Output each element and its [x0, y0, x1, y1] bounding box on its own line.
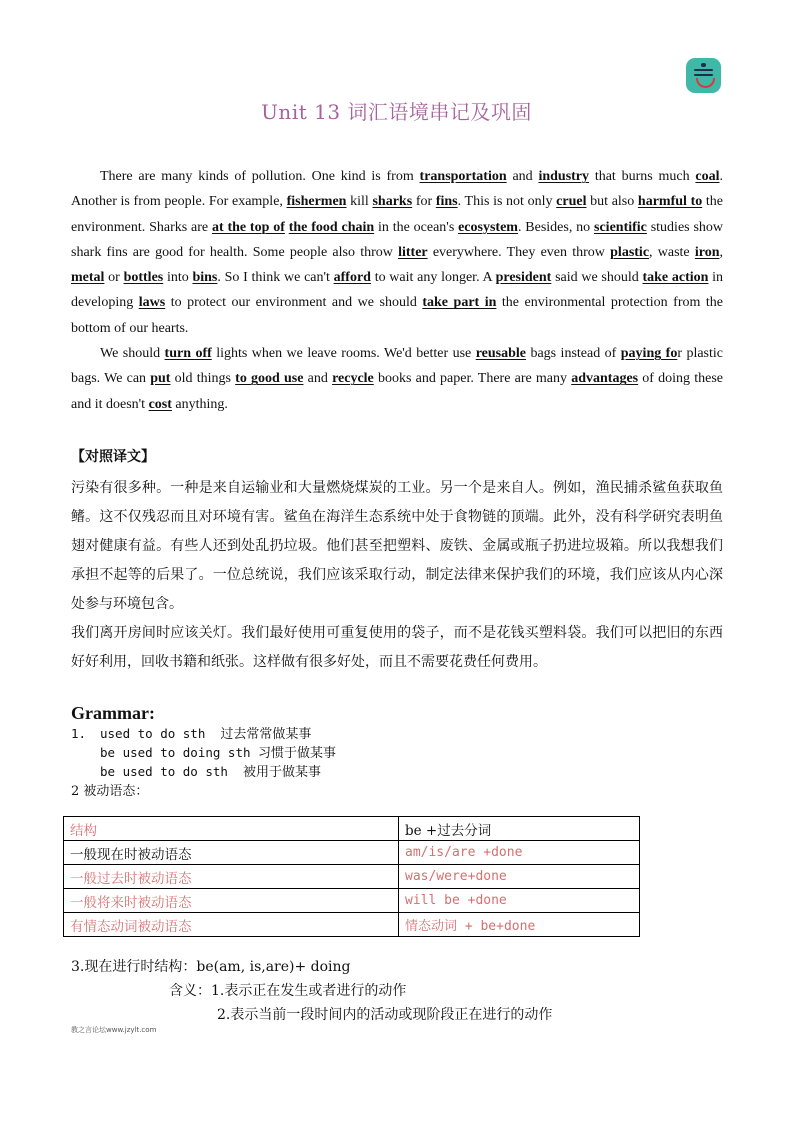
vocab-word: litter	[398, 244, 428, 260]
vocab-word: coal	[695, 169, 720, 184]
passage-text: the environment. Sharks are	[71, 194, 723, 235]
grammar-item-3: 3.现在进行时结构：be(am, is,are)+ doing	[71, 959, 351, 975]
used-to-line-1: used to do sth 过去常常做某事	[100, 726, 312, 742]
vocab-word: industry	[538, 169, 590, 184]
vocab-word: afford	[333, 270, 371, 286]
book-smile-logo-icon	[686, 58, 721, 93]
vocab-word: harmful to	[637, 194, 703, 210]
vocab-word: paying fo	[620, 346, 678, 362]
vocab-word: iron	[694, 244, 720, 260]
passage-text: but also	[586, 194, 638, 210]
vocab-word: laws	[138, 295, 166, 311]
vocab-word: the food chain	[288, 219, 375, 235]
passage-text: for	[412, 194, 436, 210]
meaning-line-2: 2.表示当前一段时间内的活动或现阶段正在进行的动作	[217, 1007, 553, 1023]
vocab-word: cost	[148, 396, 172, 412]
vocab-word: fins	[435, 194, 458, 210]
passage-text: of doing these and it doesn't	[71, 371, 724, 412]
page-title: Unit 13 词汇语境串记及巩固	[261, 100, 532, 124]
passage-text: everywhere. They even throw	[427, 244, 611, 260]
vocab-word: bins	[192, 270, 218, 286]
vocab-word: recycle	[332, 371, 374, 387]
table-cell-structure: 一般将来时被动语态	[64, 889, 399, 913]
table-cell-formula: was/were+done	[399, 865, 640, 889]
passage-text: books and paper. There are many	[373, 371, 572, 387]
vocabulary-passage	[71, 164, 723, 417]
translation-paragraph-2: 我们离开房间时应该关灯。我们最好使用可重复使用的袋子，而不是花钱买塑料袋。我们可以把旧的东西好好利用，回收书籍和纸张。这样做有很多好处，而且不需要花费任何费用。	[71, 625, 723, 670]
passage-text: old things	[170, 371, 236, 387]
grammar-item-2: 2 被动语态：	[71, 784, 149, 799]
vocab-word: ecosystem	[458, 219, 518, 235]
table-cell-formula: 情态动词 + be+done	[399, 913, 640, 937]
passage-text: r plastic bags. We can	[71, 346, 723, 387]
grammar-item-1-number: 1.	[71, 726, 87, 741]
translation-heading: 【对照译文】	[71, 449, 155, 465]
passage-text: and	[506, 169, 539, 184]
passage-text: . Besides, no	[517, 219, 595, 235]
table-row	[64, 817, 640, 841]
translation-paragraph-1: 污染有很多种。一种是来自运输业和大量燃烧煤炭的工业。另一个是来自人。例如，渔民捕杀鲨鱼获取鱼鳍。这不仅残忍而且对环境有害。鲨鱼在海洋生态系统中处于食物链的顶端。此外，没有科学研究表明鱼翅对健康有益。有些人还到处乱扔垃圾。他们甚至把塑料、废铁、金属或瓶子扔进垃圾箱。所以我想我们承担不起等的后果了。一位总统说，我们应该采取行动，制定法律来保护我们的环境，我们应该从内心深处参与环境包含。	[71, 480, 723, 612]
vocab-word: president	[495, 270, 552, 286]
vocab-word: put	[150, 371, 171, 387]
table-row	[64, 889, 640, 913]
passage-paragraph-1	[71, 164, 723, 341]
vocab-word: at the top of	[211, 219, 285, 235]
table-row	[64, 841, 640, 865]
passage-text: . This is not only	[457, 194, 557, 210]
table-cell-formula: be +过去分词	[399, 817, 640, 841]
meaning-line-1: 含义：1.表示正在发生或者进行的动作	[169, 983, 407, 999]
passage-text: There are many kinds of pollution. One kind is from	[100, 169, 420, 184]
vocab-word: advantages	[571, 371, 639, 387]
footer-watermark: 教之言论坛www.jzylt.com	[71, 1026, 157, 1034]
table-row	[64, 865, 640, 889]
passage-text: studies show shark fins are good for health. Some people also throw	[71, 219, 723, 260]
passive-voice-table	[63, 816, 640, 937]
vocab-word: cruel	[556, 194, 587, 210]
passage-text: kill	[346, 194, 373, 210]
table-cell-formula: will be +done	[399, 889, 640, 913]
vocab-word: reusable	[475, 346, 526, 362]
passage-text: the environmental protection from the bottom of our hearts.	[71, 295, 724, 336]
vocab-word: metal	[71, 270, 105, 286]
vocab-word: turn off	[164, 346, 212, 362]
vocab-word: take part in	[422, 295, 497, 311]
passage-text: and	[303, 371, 333, 387]
used-to-line-2: be used to doing sth 习惯于做某事	[100, 745, 337, 761]
vocab-word: sharks	[372, 194, 413, 210]
passage-paragraph-2	[71, 341, 723, 417]
passage-text: to wait any longer. A	[370, 270, 496, 286]
table-cell-structure: 结构	[64, 817, 399, 841]
table-cell-formula: am/is/are +done	[399, 841, 640, 865]
vocab-word: fishermen	[286, 194, 347, 210]
vocab-word: scientific	[594, 219, 647, 235]
passage-text: into	[163, 270, 193, 286]
passage-text: We should	[100, 346, 165, 362]
passage-text: lights when we leave rooms. We'd better use	[211, 346, 476, 362]
table-row	[64, 913, 640, 937]
vocab-word: bottles	[123, 270, 164, 286]
used-to-line-3: be used to do sth 被用于做某事	[100, 764, 322, 780]
table-cell-structure: 有情态动词被动语态	[64, 913, 399, 937]
table-cell-structure: 一般现在时被动语态	[64, 841, 399, 865]
passage-text: or	[104, 270, 124, 286]
vocab-word: to good use	[235, 371, 304, 387]
vocab-word: transportation	[419, 169, 507, 184]
passage-text: in developing	[71, 270, 724, 311]
passage-text: ,	[719, 244, 723, 260]
passage-text: anything.	[171, 396, 228, 412]
vocab-word: take action	[642, 270, 709, 286]
passage-text: to protect our environment and we should	[165, 295, 423, 311]
vocab-word: plastic	[610, 244, 650, 260]
table-cell-structure: 一般过去时被动语态	[64, 865, 399, 889]
translation-text	[71, 474, 723, 677]
passage-text: bags instead of	[526, 346, 621, 362]
passage-text: , waste	[649, 244, 695, 260]
grammar-heading: Grammar:	[71, 703, 155, 723]
passage-text: . So I think we can't	[217, 270, 334, 286]
passage-text: in the ocean's	[374, 219, 459, 235]
passage-text: said we should	[551, 270, 643, 286]
passage-text: that burns much	[589, 169, 696, 184]
passage-text: . Another is from people. For example,	[71, 169, 723, 210]
